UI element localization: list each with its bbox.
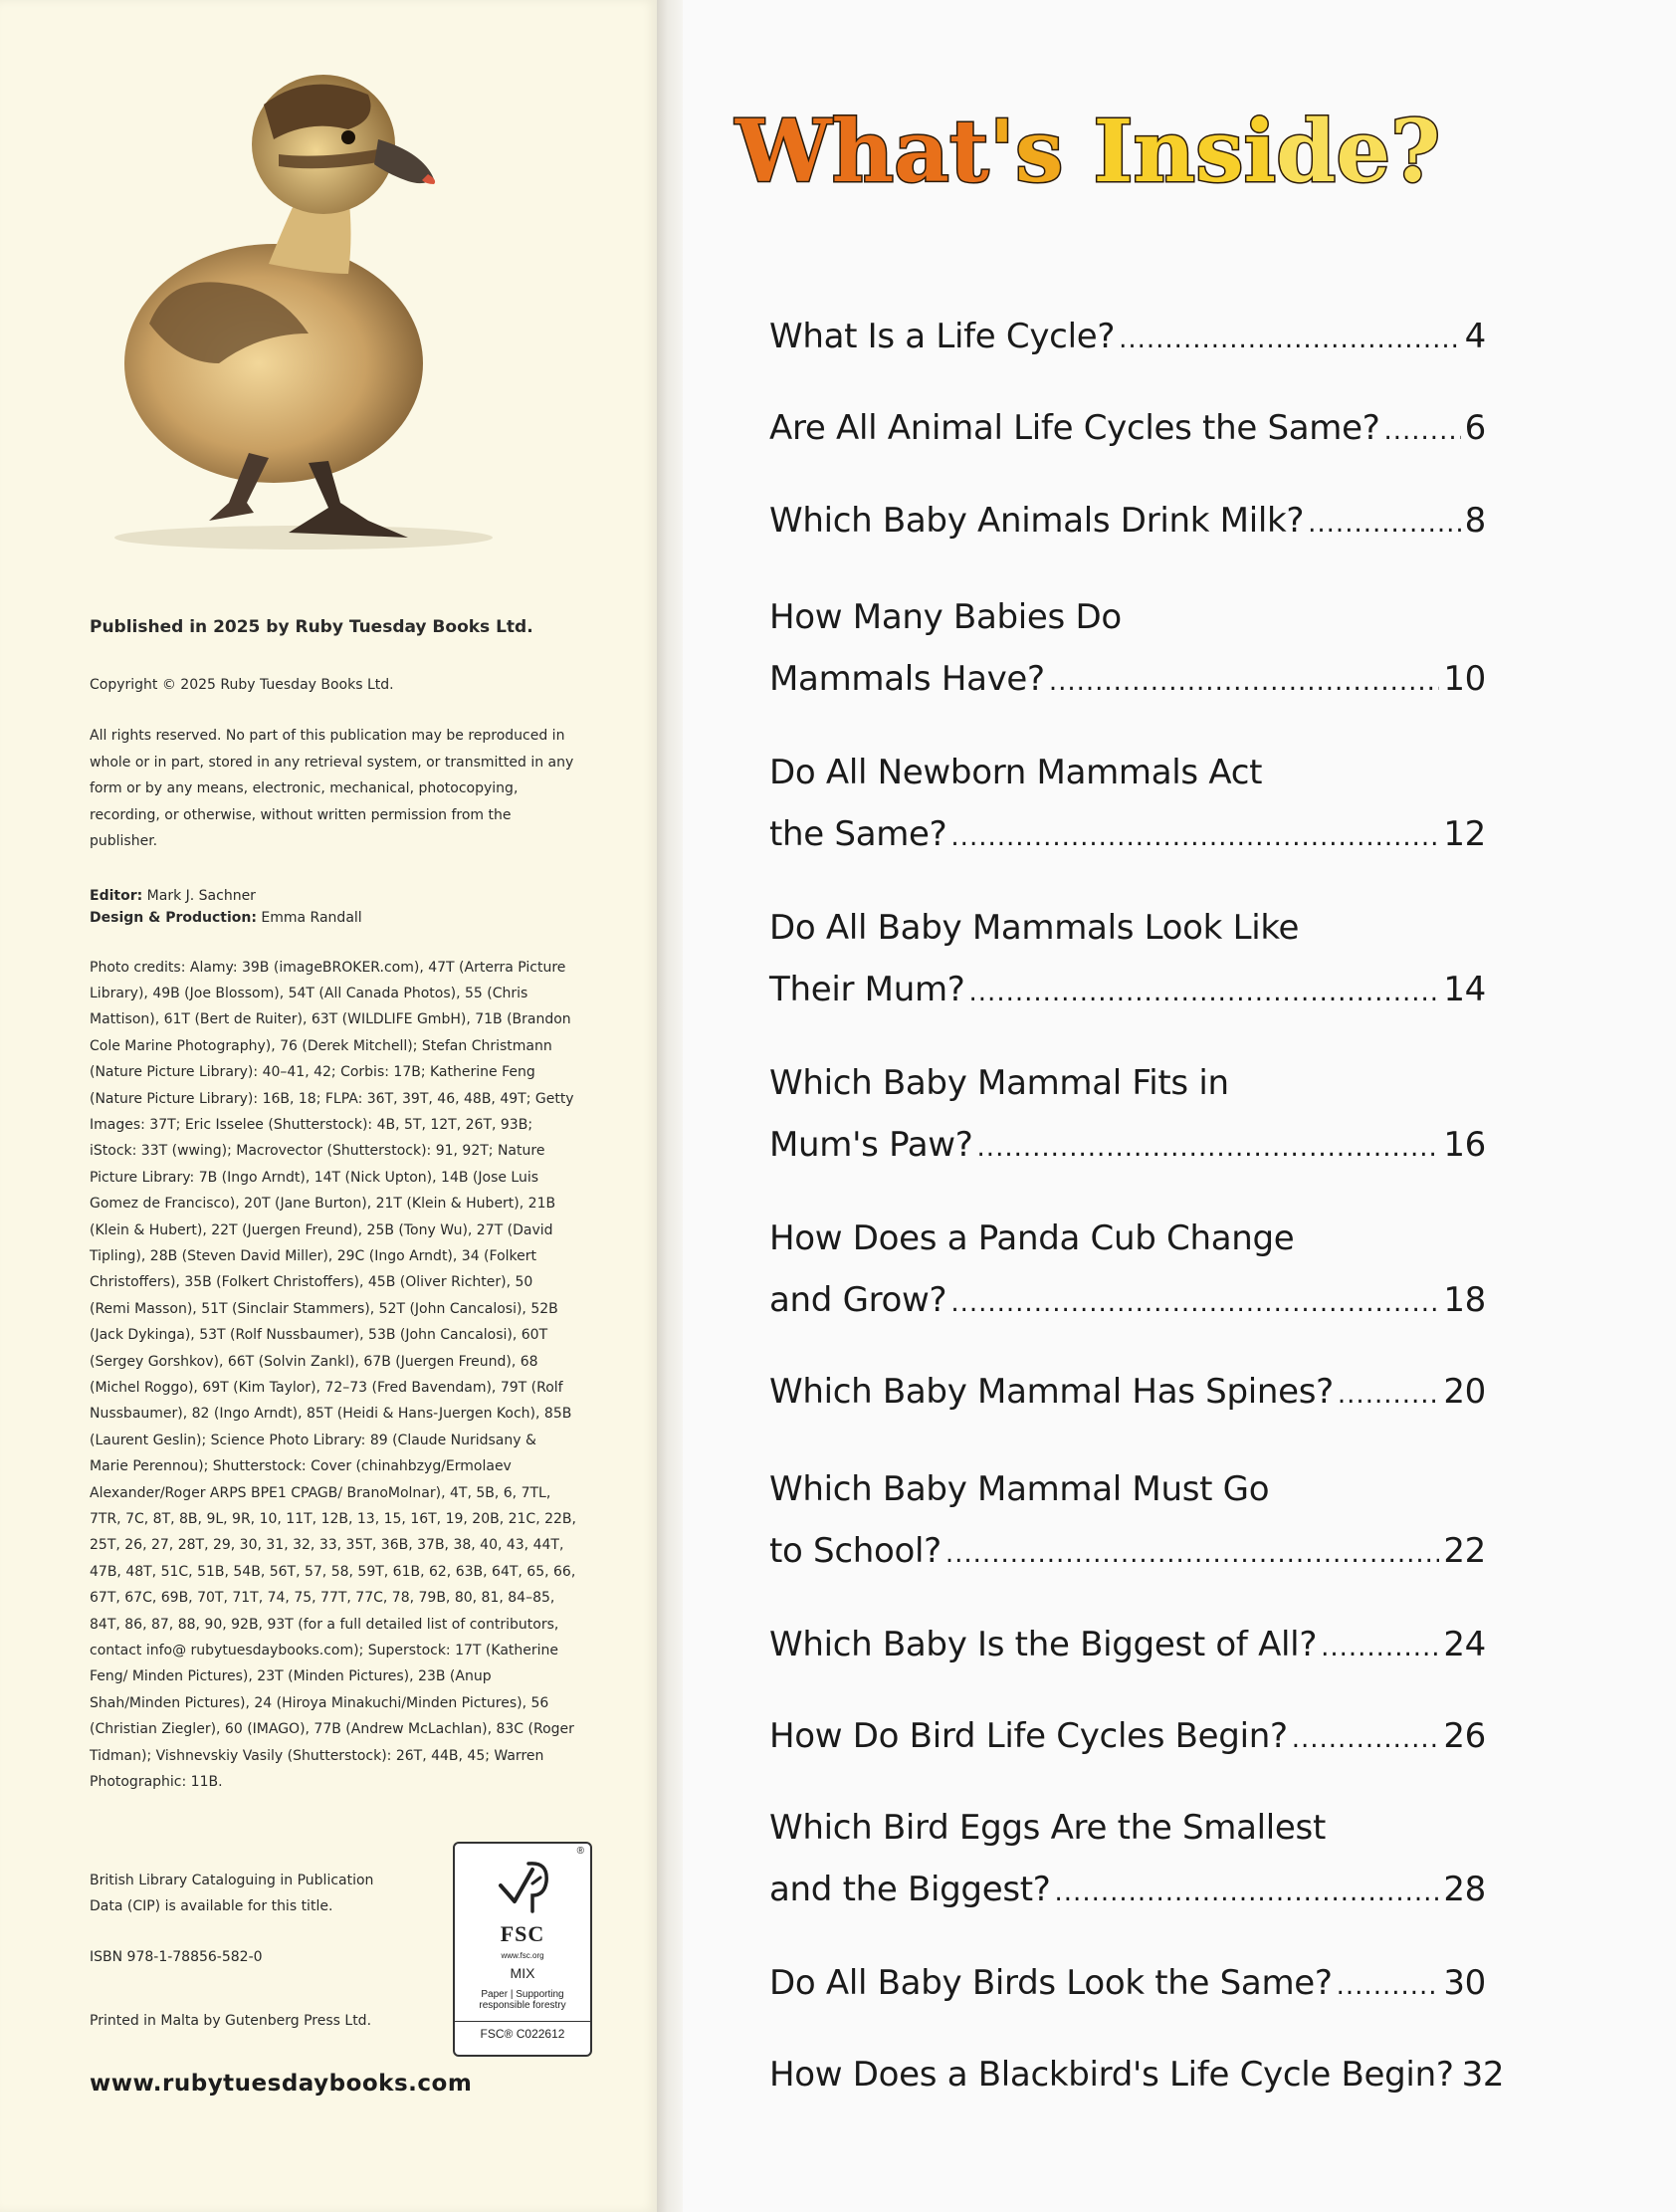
toc-page-number: 28 xyxy=(1443,1870,1486,1909)
dot-leader xyxy=(969,978,1440,1007)
editor-name: Mark J. Sachner xyxy=(146,887,256,904)
toc-entry-title: How Do Bird Life Cycles Begin? xyxy=(769,1716,1288,1756)
toc-entry-title: the Same? xyxy=(769,814,947,854)
title-letter: e xyxy=(1336,102,1391,202)
fsc-url: www.fsc.org xyxy=(501,1951,544,1960)
title-letter: s xyxy=(1195,102,1244,202)
toc-entry-title: How Does a Blackbird's Life Cycle Begin? xyxy=(769,2055,1454,2095)
toc-page-number: 30 xyxy=(1443,1963,1486,2003)
published-line: Published in 2025 by Ruby Tuesday Books Ltd. xyxy=(90,617,533,637)
toc-entry-title: Are All Animal Life Cycles the Same? xyxy=(769,408,1380,448)
fsc-paper-line2: responsible forestry xyxy=(479,2000,566,2011)
rights-statement: All rights reserved. No part of this publication may be reproduced in whole or in part, stored in any retrieval system, or transmitted in any form or by any means, electronic, mechanical, photocopying, recording, or otherwise, without written permission from the publisher. xyxy=(90,728,574,849)
dot-leader xyxy=(1337,1971,1440,2001)
toc-entry-title: and the Biggest? xyxy=(769,1870,1051,1909)
title-letter: t xyxy=(948,102,989,202)
dot-leader xyxy=(1383,416,1460,446)
printer-line: Printed in Malta by Gutenberg Press Ltd. xyxy=(90,2013,372,2029)
fsc-registered-mark: ® xyxy=(576,1846,584,1857)
fsc-mix-label: MIX xyxy=(510,1965,535,1981)
page-title-text xyxy=(734,102,1440,202)
dot-leader xyxy=(945,1539,1439,1569)
staff-credits xyxy=(90,885,577,929)
toc-page-number: 8 xyxy=(1464,501,1486,541)
dot-leader xyxy=(1321,1633,1439,1662)
fsc-divider xyxy=(455,2021,590,2022)
toc-entry-title: Their Mum? xyxy=(769,970,965,1009)
title-letter xyxy=(1063,102,1093,202)
fsc-paper-label xyxy=(455,1989,590,2011)
title-letter: W xyxy=(735,102,832,202)
page-title xyxy=(730,100,1486,209)
toc-entry-title: Mum's Paw? xyxy=(769,1125,973,1165)
toc-page-number: 4 xyxy=(1464,317,1486,356)
book-gutter xyxy=(657,0,683,2212)
isbn: ISBN 978-1-78856-582-0 xyxy=(90,1949,263,1965)
toc-entry-title-line: Do All Newborn Mammals Act xyxy=(769,753,1263,792)
toc-entry-title-line: Which Baby Mammal Must Go xyxy=(769,1469,1270,1509)
toc-entry-title: Which Baby Is the Biggest of All? xyxy=(769,1625,1318,1664)
toc-page-number: 24 xyxy=(1443,1625,1486,1664)
toc-page-number: 6 xyxy=(1464,408,1486,448)
toc-entry-title-line: Do All Baby Mammals Look Like xyxy=(769,908,1300,948)
dot-leader xyxy=(1292,1724,1440,1754)
fsc-tree-checkmark-icon xyxy=(493,1856,552,1915)
dot-leader xyxy=(950,1288,1439,1318)
fsc-badge xyxy=(453,1842,592,2057)
title-letter: I xyxy=(1093,102,1134,202)
title-letter: d xyxy=(1276,102,1337,202)
dot-leader xyxy=(1049,667,1440,697)
toc-page-number: 32 xyxy=(1461,2055,1505,2095)
fsc-paper-line1: Paper | Supporting xyxy=(481,1989,564,2000)
imprint-block xyxy=(90,617,577,1796)
toc-page-number: 18 xyxy=(1443,1280,1486,1320)
fsc-wordmark: FSC xyxy=(500,1921,545,1946)
cip-statement: British Library Cataloguing in Publication Data (CIP) is available for this title. xyxy=(90,1873,374,1914)
toc-entry-title-line: Which Baby Mammal Fits in xyxy=(769,1063,1229,1103)
toc-entry-title: Do All Baby Birds Look the Same? xyxy=(769,1963,1333,2003)
title-letter: a xyxy=(894,102,949,202)
dot-leader xyxy=(1338,1380,1439,1410)
copyright-line: Copyright © 2025 Ruby Tuesday Books Ltd. xyxy=(90,677,394,693)
toc-entry-title-line: How Many Babies Do xyxy=(769,597,1122,637)
toc-entry-title: Which Baby Animals Drink Milk? xyxy=(769,501,1305,541)
toc-page-number: 26 xyxy=(1443,1716,1486,1756)
dot-leader xyxy=(1055,1878,1440,1907)
title-letter: n xyxy=(1133,102,1196,202)
title-letter: ? xyxy=(1390,102,1441,202)
duckling-photo xyxy=(80,35,537,562)
title-letter: h xyxy=(831,102,895,202)
toc-entry-title: to School? xyxy=(769,1531,942,1571)
photo-credits: Photo credits: Alamy: 39B (imageBROKER.com), 47T (Arterra Picture Library), 49B (Joe Blossom), 54T (All Canada Photos), 55 (Chris Mattison), 61T (Bert de Ruiter), 63T (WILDLIFE GmbH), 71B (Brandon Cole Marine Photography), 76 (Derek Mitchell); Stefan Christmann (Nature Picture Library): 40–41, 42; Corbis: 17B; Katherine Feng (Nature Picture Library): 16B, 18; FLPA: 36T, 39T, 46, 48B, 49T; Getty Images: 37T; Eric Isselee (Shutterstock): 4B, 5T, 12T, 26T, 93B; iStock: 33T (wwing); Macrovector (Shutterstock): 91, 92T; Nature Picture Library: 7B (Ingo Arndt), 14T (Nick Upton), 14B (Jose Luis Gomez de Francisco), 20T (Jane Burton), 21T (Klein & Hubert), 21B (Klein & Hubert), 22T (Juergen Freund), 25B (Tony Wu), 27T (David Tipling), 28B (Steven David Miller), 29C (Ingo Arndt), 34 (Folkert Christoffers), 35B (Folkert Christoffers), 45B (Oliver Richter), 50 (Remi Masson), 51T (Sinclair Stammers), 52T (John Cancalosi), 52B (Jack Dykinga), 53T (Rolf Nussbaumer), 53B (John Cancalosi), 60T (Sergey Gorshkov), 66T (Solvin Zankl), 67B (Juergen Freund), 68 (Michel Roggo), 69T (Kim Taylor), 72–73 (Fred Bavendam), 79T (Rolf Nussbaumer), 82 (Ingo Arndt), 85T (Heidi & Hans-Juergen Koch), 85B (Laurent Geslin); Science Photo Library: 89 (Claude Nuridsany & Marie Perennou); Shutterstock: Cover (chinahbzyg/Ermolaev Alexander/Roger ARPS BPE1 CPAGB/ BranoMolnar), 4T, 5B, 6, 7TL, 7TR, 7C, 8T, 8B, 9L, 9R, 10, 11T, 12B, 13, 15, 16T, 19, 20B, 21C, 22B, 25T, 26, 27, 28T, 29, 30, 31, 32, 33, 35T, 36B, 37B, 38, 40, 43, 44T, 47B, 48T, 51C, 51B, 54B, 56T, 57, 58, 59T, 61B, 62, 63B, 64T, 65, 66, 67T, 67C, 69B, 70T, 71T, 74, 75, 77T, 77C, 78, 79B, 80, 81, 84–85, 84T, 86, 87, 88, 90, 92B, 93T (for a full detailed list of contributors, contact info@ rubytuesdaybooks.com); Superstock: 17T (Katherine Feng/ Minden Pictures), 23T (Minden Pictures), 23B (Anup Shah/Minden Pictures), 24 (Hiroya Minakuchi/Minden Pictures), 56 (Christian Ziegler), 60 (IMAGO), 77B (Andrew McLachlan), 83C (Roger Tidman); Vishnevskiy Vasily (Shutterstock): 26T, 44B, 45; Warren Photographic: 11B. xyxy=(90,959,576,1791)
design-label: Design & Production: xyxy=(90,909,257,926)
toc-entry-title-line: How Does a Panda Cub Change xyxy=(769,1218,1295,1258)
dot-leader xyxy=(977,1133,1440,1163)
toc-page-number: 14 xyxy=(1443,970,1486,1009)
fsc-license-code: FSC® C022612 xyxy=(480,2027,565,2041)
title-letter: s xyxy=(1014,102,1064,202)
website-link[interactable]: www.rubytuesdaybooks.com xyxy=(90,2071,473,2097)
design-name: Emma Randall xyxy=(261,909,362,926)
toc-page-number: 16 xyxy=(1443,1125,1486,1165)
toc-entry-title: and Grow? xyxy=(769,1280,947,1320)
editor-label: Editor: xyxy=(90,887,143,904)
dot-leader xyxy=(950,822,1439,852)
toc-page-number: 12 xyxy=(1443,814,1486,854)
left-page xyxy=(0,0,657,2212)
toc-entry-title: Which Baby Mammal Has Spines? xyxy=(769,1372,1334,1412)
toc-entry-title-line: Which Bird Eggs Are the Smallest xyxy=(769,1808,1326,1848)
dot-leader xyxy=(1308,509,1461,539)
toc-entry-title: What Is a Life Cycle? xyxy=(769,317,1116,356)
toc-page-number: 20 xyxy=(1443,1372,1486,1412)
toc-page-number: 10 xyxy=(1443,659,1486,699)
toc-entry-title: Mammals Have? xyxy=(769,659,1045,699)
dot-leader xyxy=(1119,325,1461,354)
title-letter: ' xyxy=(988,102,1015,202)
toc-page-number: 22 xyxy=(1443,1531,1486,1571)
title-letter: i xyxy=(1243,102,1277,202)
